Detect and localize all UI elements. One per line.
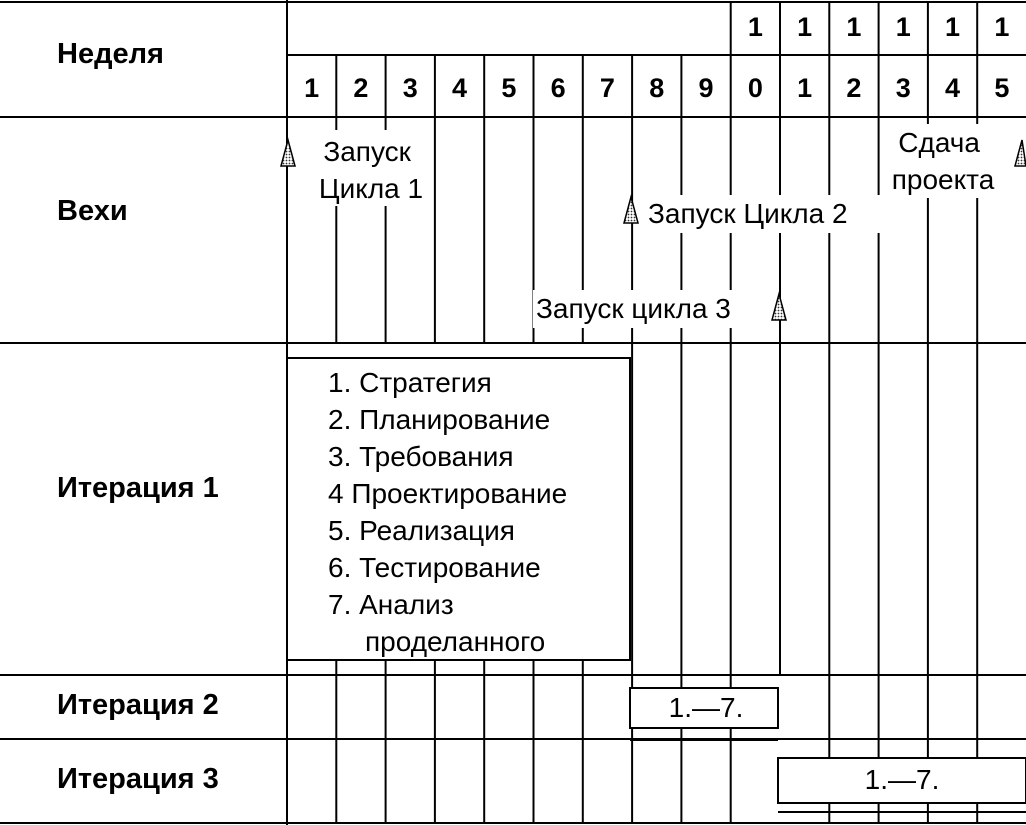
- week-number-tens: 1: [994, 12, 1010, 42]
- week-number-unit: 8: [649, 73, 665, 103]
- milestone-marker-start-cycle-3: [772, 294, 786, 320]
- week-number-unit: 5: [501, 73, 517, 103]
- week-number-unit: 2: [846, 73, 862, 103]
- week-number-unit: 6: [550, 73, 566, 103]
- week-number-unit: 5: [994, 73, 1010, 103]
- iteration-1-step: 2. Планирование: [328, 404, 551, 435]
- week-numbers: [304, 12, 1009, 103]
- milestone-label-start-cycle-3: Запуск цикла 3: [536, 293, 731, 324]
- milestone-label-start-cycle-2: Запуск Цикла 2: [648, 198, 848, 229]
- iteration-1-step: 1. Стратегия: [328, 367, 492, 398]
- week-number-unit: 3: [402, 73, 418, 103]
- milestone-1-line-1: Запуск: [323, 136, 411, 167]
- week-number-unit: 4: [452, 73, 468, 103]
- week-number-unit: 9: [698, 73, 714, 103]
- iteration-2-label: 1.—7.: [668, 692, 744, 723]
- milestone-4-line-2: проекта: [891, 164, 995, 195]
- week-number-unit: 1: [304, 73, 320, 103]
- week-number-unit: 3: [895, 73, 911, 103]
- week-number-unit: 1: [797, 73, 813, 103]
- week-number-tens: 1: [945, 12, 961, 42]
- week-number-tens: 1: [846, 12, 862, 42]
- row-label-milestones: Вехи: [57, 195, 128, 227]
- milestone-1-line-2: Цикла 1: [318, 173, 424, 204]
- milestone-marker-start-cycle-1: [281, 140, 295, 166]
- iteration-1-step: 6. Тестирование: [328, 552, 541, 583]
- week-number-unit: 2: [353, 73, 369, 103]
- iteration-1-step: 4 Проектирование: [328, 478, 568, 509]
- row-label-iteration-3: Итерация 3: [57, 763, 219, 795]
- iteration-1-step: проделанного: [365, 626, 546, 657]
- iteration-1-step: 7. Анализ: [328, 589, 454, 620]
- milestone-4-line-1: Сдача: [898, 127, 980, 158]
- week-number-unit: 4: [945, 73, 961, 103]
- week-number-tens: 1: [797, 12, 813, 42]
- milestone-marker-start-cycle-2: [624, 197, 638, 223]
- week-number-unit: 7: [599, 73, 615, 103]
- iteration-1-step: 3. Требования: [328, 441, 514, 472]
- week-number-tens: 1: [895, 12, 911, 42]
- row-label-iteration-1: Итерация 1: [57, 472, 219, 504]
- row-label-iteration-2: Итерация 2: [57, 689, 219, 721]
- milestone-marker-project-delivery: [1015, 140, 1026, 166]
- iteration-1-step: 5. Реализация: [328, 515, 515, 546]
- row-label-week: Неделя: [57, 38, 164, 70]
- week-number-tens: 1: [747, 12, 763, 42]
- week-number-unit: 0: [747, 73, 763, 103]
- iteration-3-label: 1.—7.: [864, 764, 940, 795]
